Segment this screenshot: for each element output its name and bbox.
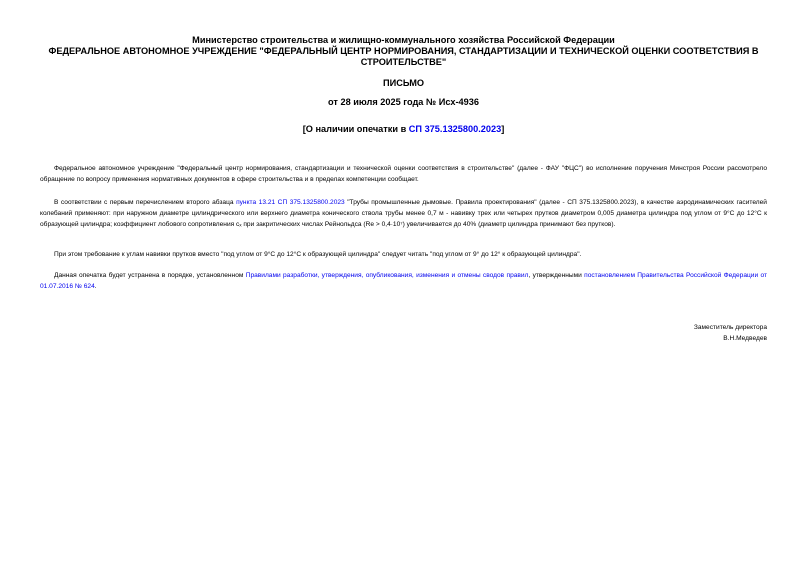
paragraph-1: Федеральное автономное учреждение "Федеральный центр нормирования, стандартизации и технической оценки соответствия в строительстве" (далее - ФАУ "ФЦС") во исполнение поручения Минстроя России рассмотрело обращение по вопросу применения нормативных документов в сфере строительства и в пределах компетенции сообщает. [40,165,767,183]
p2-link[interactable]: пункта 13.21 СП 375.1325800.2023 [236,199,345,206]
document-type: ПИСЬМО [382,78,425,88]
p4-link-rules[interactable]: Правилами разработки, утверждения, опубликования, изменения и отмены сводов правил [245,272,529,279]
document-subject [40,124,767,134]
paragraph-2 [40,197,767,230]
paragraph-3: При этом требование к углам навивки прутков вместо "под углом от 9°С до 12°С к образующей цилиндра" следует читать "под углом от 9° до 12° к образующей цилиндра". [54,251,582,258]
signature-name: В.Н.Медведев [723,335,767,342]
document-date: от 28 июля 2025 года № Исх-4936 [328,97,479,107]
subject-prefix: [О наличии опечатки в [302,124,409,134]
p2-text-a: В соответствии с первым перечислением второго абзаца [54,199,237,206]
p4-text-b: , утвержденными [528,272,585,279]
p2-text-b: "Трубы промышленные дымовые. Правила проектирования" (далее - СП 375.1325800.2023), в качестве аэродинамических гасителей колебаний применяют: при наружном диаметре цилиндрического или верхнего диаметра конического ствола трубы менее 0,7 м - навивку трех или четырех прутков диаметром 0,005 диаметра цилиндра под углом от 9°С до 12°С к образующей цилиндра; коэффициент лобового сопротивления [40,199,767,228]
signature-position: Заместитель директора [693,324,767,331]
signature-block [694,322,767,344]
p4-link-decree[interactable]: постановлением Правительства Российской Федерации от 01.07.2016 № 624 [40,272,767,290]
p4-text-c: . [94,283,97,290]
p2-text-c: при закритических числах Рейнольдса (Re > 0,4·10⁷) увеличивается до 40% (диаметр цилиндра принимают без прутков). [241,221,616,228]
subject-link[interactable]: СП 375.1325800.2023 [408,124,502,134]
paragraph-4 [40,270,767,292]
ministry-title: Министерство строительства и жилищно-коммунального хозяйства Российской Федерации [192,35,615,45]
p4-text-a: Данная опечатка будет устранена в порядке, установленном [54,272,246,279]
institution-title: ФЕДЕРАЛЬНОЕ АВТОНОМНОЕ УЧРЕЖДЕНИЕ "ФЕДЕРАЛЬНЫЙ ЦЕНТР НОРМИРОВАНИЯ, СТАНДАРТИЗАЦИИ И ТЕХНИЧЕСКОЙ ОЦЕНКИ СООТВЕТСТВИЯ В СТРОИТЕЛЬСТВЕ" [48,46,759,67]
subject-suffix: ] [501,124,505,134]
p2-symbol: cₓ [236,221,242,228]
